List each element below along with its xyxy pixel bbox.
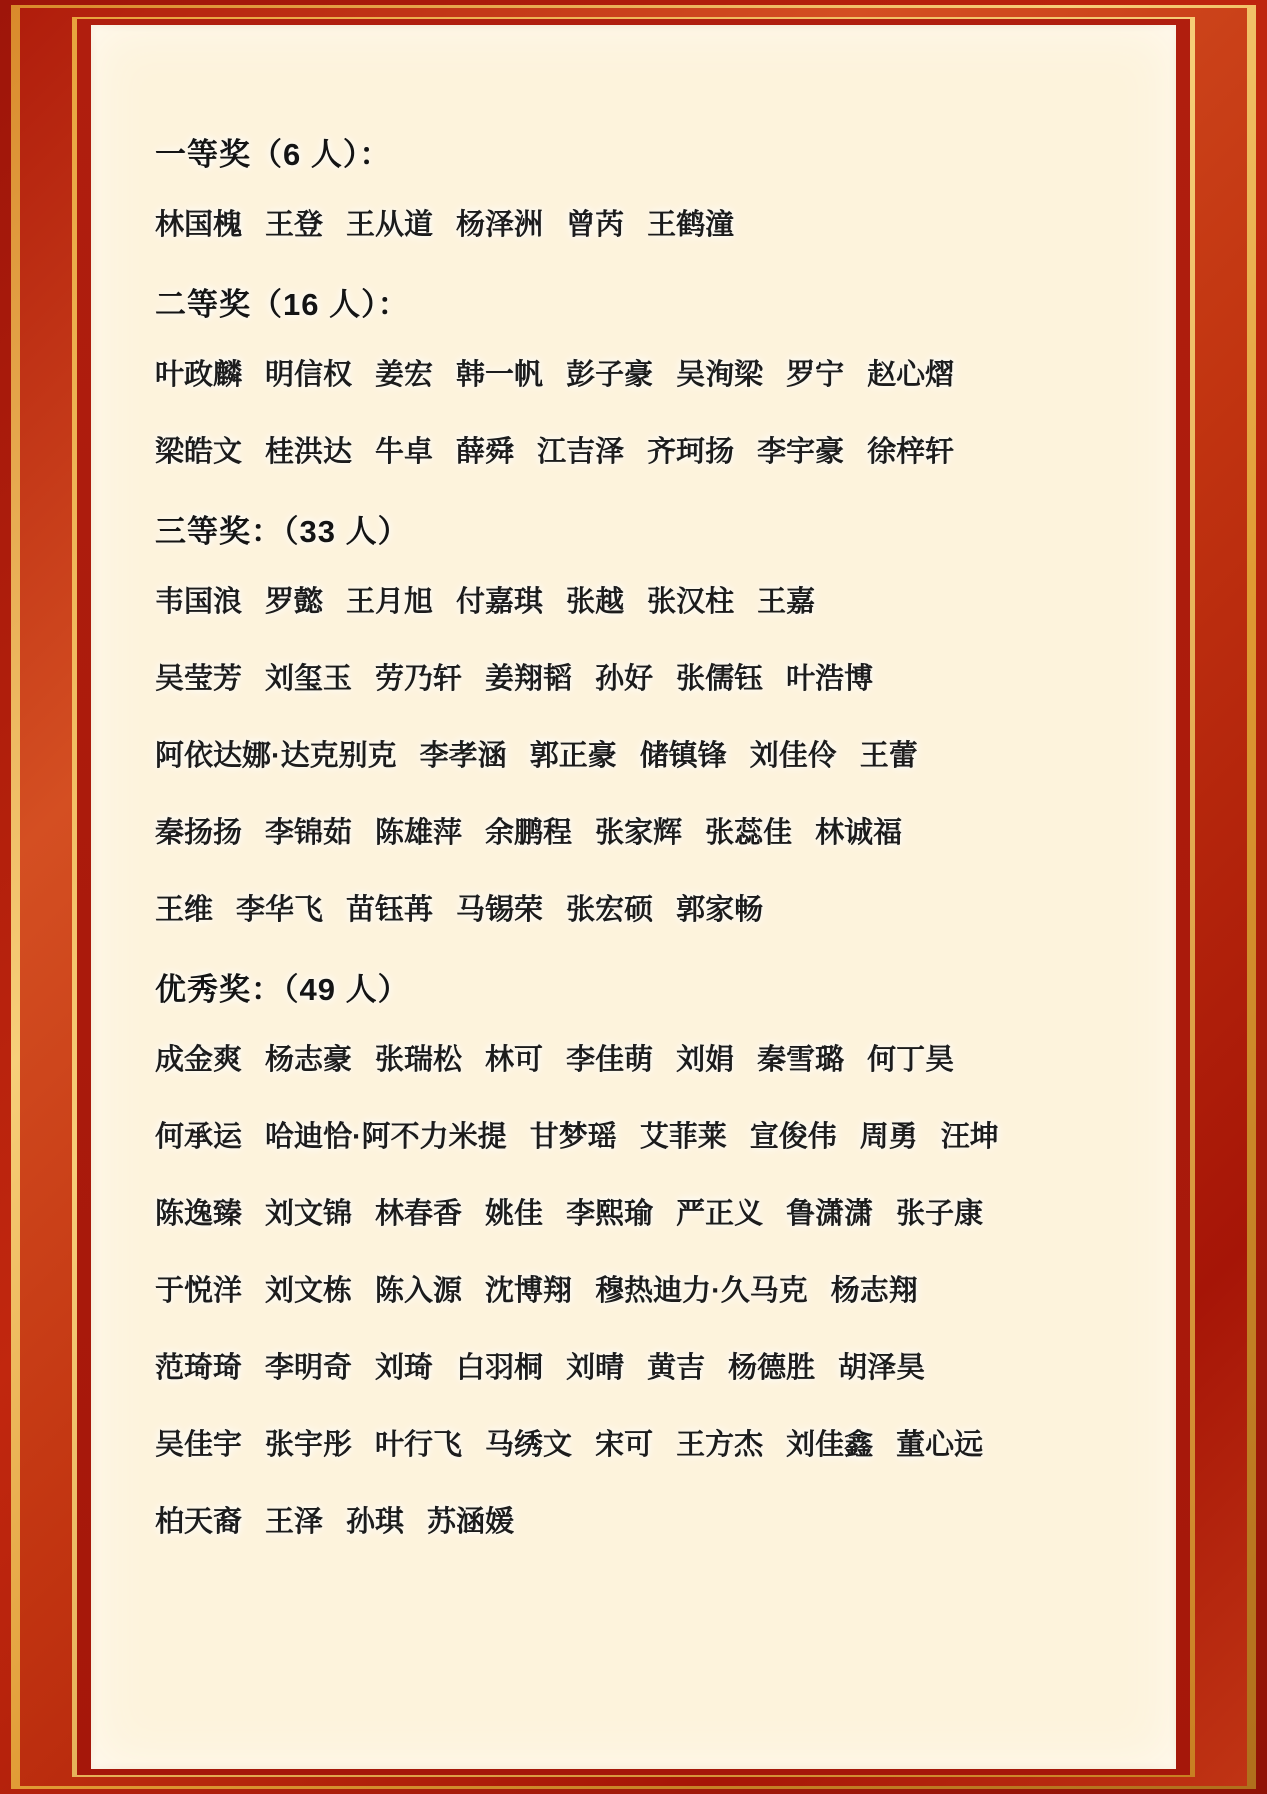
awardee-name: 张汉柱 (647, 586, 735, 618)
awardee-name: 何丁昊 (867, 1044, 955, 1076)
awardee-name: 叶政麟 (155, 359, 243, 391)
awardee-name: 沈博翔 (485, 1275, 573, 1307)
frame-red-inner-ring (77, 19, 1190, 1775)
awardee-name: 刘佳鑫 (786, 1429, 874, 1461)
awardee-name: 吴洵梁 (676, 359, 764, 391)
awardee-name: 王维 (155, 894, 214, 926)
awardee-name: 李锦茹 (265, 817, 353, 849)
awardee-name: 曾芮 (566, 209, 625, 241)
award-list-paper (91, 25, 1176, 1769)
awardee-name: 林春香 (375, 1198, 463, 1230)
name-line (155, 887, 1118, 928)
award-section (155, 129, 1118, 243)
awardee-name: 张家辉 (595, 817, 683, 849)
awardee-name: 王登 (265, 209, 324, 241)
awardee-name: 郭正豪 (529, 740, 617, 772)
awardee-name: 甘梦瑶 (529, 1121, 617, 1153)
name-line (155, 733, 1118, 774)
awardee-name: 刘玺玉 (265, 663, 353, 695)
awardee-name: 陈入源 (375, 1275, 463, 1307)
awardee-name: 李熙瑜 (566, 1198, 654, 1230)
awardee-name: 李宇豪 (757, 436, 845, 468)
awardee-name: 张子康 (896, 1198, 984, 1230)
awardee-name: 刘文栋 (265, 1275, 353, 1307)
awardee-name: 黄吉 (647, 1352, 706, 1384)
name-line (155, 429, 1118, 470)
award-section (155, 279, 1118, 470)
awardee-name: 刘琦 (375, 1352, 434, 1384)
awardee-name: 刘娟 (676, 1044, 735, 1076)
awardee-name: 刘晴 (566, 1352, 625, 1384)
awardee-name: 孙好 (595, 663, 654, 695)
awardee-name: 柏天裔 (155, 1506, 243, 1538)
name-line (155, 202, 1118, 243)
awardee-name: 张瑞松 (375, 1044, 463, 1076)
awardee-name: 王泽 (265, 1506, 324, 1538)
awardee-name: 秦扬扬 (155, 817, 243, 849)
awardee-name: 艾菲莱 (639, 1121, 727, 1153)
name-line (155, 1114, 1118, 1155)
awardee-name: 马绣文 (485, 1429, 573, 1461)
awardee-name: 郭家畅 (676, 894, 764, 926)
awardee-name: 刘佳伶 (749, 740, 837, 772)
awardee-name: 彭子豪 (566, 359, 654, 391)
awardee-name: 李佳萌 (566, 1044, 654, 1076)
awardee-name: 杨德胜 (728, 1352, 816, 1384)
awardee-name: 董心远 (896, 1429, 984, 1461)
awardee-name: 牛卓 (375, 436, 434, 468)
awardee-name: 苗钰苒 (346, 894, 434, 926)
awardee-name: 徐梓轩 (867, 436, 955, 468)
awardee-name: 胡泽昊 (838, 1352, 926, 1384)
awardee-name: 严正义 (676, 1198, 764, 1230)
awardee-name: 宋可 (595, 1429, 654, 1461)
awardee-name: 赵心熠 (867, 359, 955, 391)
award-section (155, 964, 1118, 1540)
awardee-name: 鲁潇潇 (786, 1198, 874, 1230)
name-line (155, 579, 1118, 620)
awardee-name: 阿依达娜·达克别克 (155, 740, 397, 772)
awardee-name: 何承运 (155, 1121, 243, 1153)
awardee-name: 叶行飞 (375, 1429, 463, 1461)
frame-gold-outer-ring (11, 5, 1256, 1789)
awardee-name: 王月旭 (346, 586, 434, 618)
awardee-name: 李华飞 (236, 894, 324, 926)
award-sections (155, 129, 1118, 1540)
awardee-name: 李明奇 (265, 1352, 353, 1384)
awardee-name: 付嘉琪 (456, 586, 544, 618)
awardee-name: 周勇 (859, 1121, 918, 1153)
awardee-name: 齐珂扬 (647, 436, 735, 468)
awardee-name: 林国槐 (155, 209, 243, 241)
name-line (155, 1422, 1118, 1463)
awardee-name: 杨志豪 (265, 1044, 353, 1076)
awardee-name: 姜宏 (375, 359, 434, 391)
awardee-name: 陈雄萍 (375, 817, 463, 849)
name-line (155, 656, 1118, 697)
awardee-name: 王鹤潼 (647, 209, 735, 241)
awardee-name: 汪坤 (940, 1121, 999, 1153)
awardee-name: 宣俊伟 (749, 1121, 837, 1153)
awardee-name: 于悦洋 (155, 1275, 243, 1307)
frame-red-band (20, 8, 1247, 1786)
frame-gold-inner-ring (72, 17, 1195, 1777)
awardee-name: 王方杰 (676, 1429, 764, 1461)
award-section (155, 506, 1118, 928)
awardee-name: 刘文锦 (265, 1198, 353, 1230)
awardee-name: 王从道 (346, 209, 434, 241)
name-line (155, 1268, 1118, 1309)
awardee-name: 穆热迪力·久马克 (595, 1275, 808, 1307)
awardee-name: 张蕊佳 (705, 817, 793, 849)
awardee-name: 王蕾 (859, 740, 918, 772)
awardee-name: 张宇彤 (265, 1429, 353, 1461)
awardee-name: 林诚福 (815, 817, 903, 849)
awardee-name: 江吉泽 (537, 436, 625, 468)
awardee-name: 明信权 (265, 359, 353, 391)
awardee-name: 杨泽洲 (456, 209, 544, 241)
section-title: 优秀奖：（49 人） (155, 972, 410, 1007)
awardee-name: 储镇锋 (639, 740, 727, 772)
awardee-name: 林可 (485, 1044, 544, 1076)
awardee-name: 李孝涵 (419, 740, 507, 772)
awardee-name: 苏涵媛 (427, 1506, 515, 1538)
awardee-name: 范琦琦 (155, 1352, 243, 1384)
awardee-name: 韦国浪 (155, 586, 243, 618)
awardee-name: 王嘉 (757, 586, 816, 618)
awardee-name: 罗宁 (786, 359, 845, 391)
awardee-name: 梁皓文 (155, 436, 243, 468)
awardee-name: 秦雪璐 (757, 1044, 845, 1076)
section-title: 三等奖：（33 人） (155, 514, 410, 549)
awardee-name: 桂洪达 (265, 436, 353, 468)
awardee-name: 哈迪恰·阿不力米提 (265, 1121, 507, 1153)
awardee-name: 张宏硕 (566, 894, 654, 926)
name-line (155, 352, 1118, 393)
awardee-name: 劳乃轩 (375, 663, 463, 695)
awardee-name: 白羽桐 (456, 1352, 544, 1384)
awardee-name: 罗懿 (265, 586, 324, 618)
awardee-name: 薛舜 (456, 436, 515, 468)
awardee-name: 吴佳宇 (155, 1429, 243, 1461)
awardee-name: 杨志翔 (830, 1275, 918, 1307)
awardee-name: 张越 (566, 586, 625, 618)
name-line (155, 1191, 1118, 1232)
section-title: 二等奖（16 人）： (155, 287, 410, 322)
awardee-name: 余鹏程 (485, 817, 573, 849)
awardee-name: 陈逸臻 (155, 1198, 243, 1230)
name-line (155, 1037, 1118, 1078)
section-title: 一等奖（6 人）： (155, 137, 392, 172)
awardee-name: 孙琪 (346, 1506, 405, 1538)
awardee-name: 姜翔韬 (485, 663, 573, 695)
name-line (155, 1345, 1118, 1386)
awardee-name: 张儒钰 (676, 663, 764, 695)
awardee-name: 马锡荣 (456, 894, 544, 926)
name-line (155, 810, 1118, 851)
awardee-name: 韩一帆 (456, 359, 544, 391)
awardee-name: 成金爽 (155, 1044, 243, 1076)
awardee-name: 叶浩博 (786, 663, 874, 695)
awardee-name: 吴莹芳 (155, 663, 243, 695)
awardee-name: 姚佳 (485, 1198, 544, 1230)
name-line (155, 1499, 1118, 1540)
